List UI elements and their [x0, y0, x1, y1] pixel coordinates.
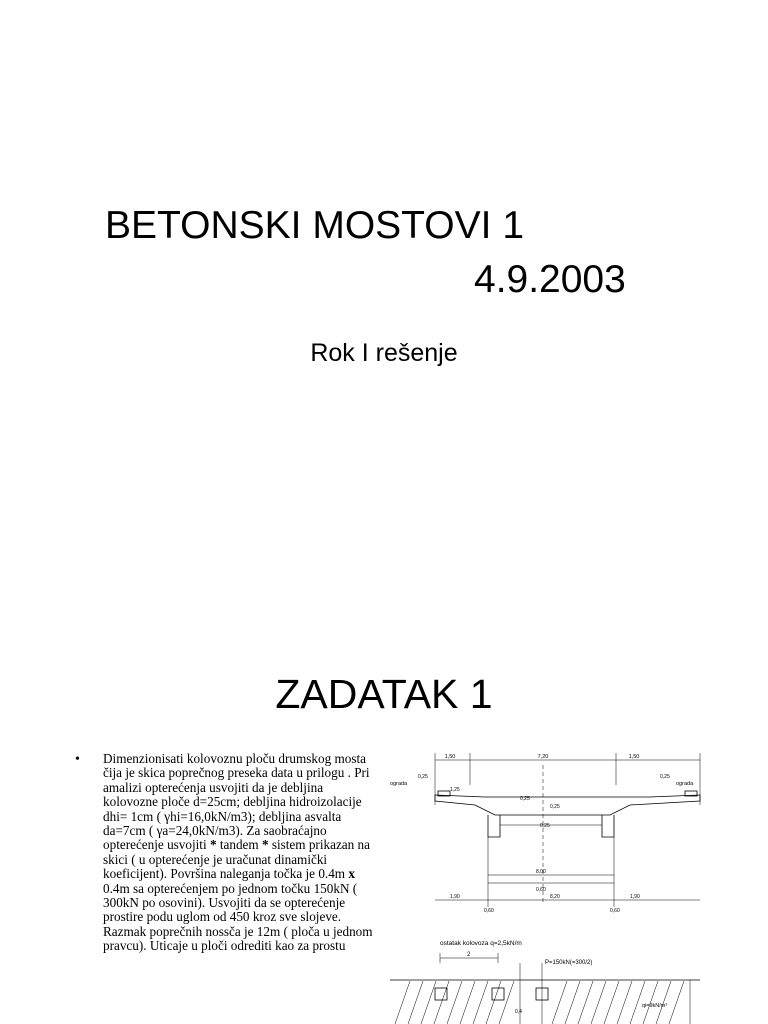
load-title: ostatak kolovoza q=2,5kN/m — [440, 940, 522, 947]
slab-label: 0,25 — [520, 796, 530, 802]
deck-slab-outline — [435, 795, 700, 815]
web-label: 0,60 — [610, 908, 620, 914]
bullet-marker: • — [75, 752, 80, 767]
emphasis-star: * — [261, 837, 269, 853]
dim-label: 0,25 — [660, 774, 670, 780]
task-text-part: Dimenzionisati kolovoznu ploču drumskog mosta čija je skica poprečnog preseka data u prilogu . Pri amalizi opterećenja usvojiti da je debljina kolovozne ploče d=25cm; debljina hidroizolacije dhi= 1cm ( — [103, 751, 370, 824]
dim-label: 0,25 — [418, 774, 428, 780]
task-text-part: tandem — [216, 837, 262, 853]
gamma-symbol: γ — [156, 823, 163, 839]
mid-label: 0,25 — [540, 823, 550, 829]
emphasis-star: * — [209, 837, 217, 853]
load-dim-label: 2 — [467, 952, 471, 958]
dim-label: 8,20 — [550, 894, 560, 900]
fence-label-left: ograda — [390, 781, 408, 787]
dim-label: 1,50 — [444, 754, 456, 760]
dim-label: 1,50 — [628, 754, 640, 760]
fence-label-right: ograda — [676, 781, 694, 787]
wheel-label: P=150kN(=300/2) — [545, 960, 593, 966]
web-left — [488, 815, 500, 837]
dim-label: 0,4 — [515, 1009, 522, 1015]
web-right — [602, 815, 614, 837]
task-text-part: sistem prikazan na skici ( u opterećenje je uračunat dinamički koeficijent). Površina naleganja točka je 0.4m — [103, 837, 370, 882]
times-symbol: x — [348, 866, 355, 882]
task-text-part: a=24,0kN/m3). Za saobraćajno opterećenje usvojiti — [103, 823, 327, 853]
dim-label: 1,90 — [630, 894, 640, 900]
dim-label: 1,90 — [450, 894, 460, 900]
mid-label: 8,00 — [536, 869, 546, 875]
task-text-part: hi=16,0kN/m3); debljina asvalta da=7cm ( — [103, 808, 342, 839]
load-q-label: qi=9kN/m² — [642, 1003, 668, 1009]
wheel-footprint — [435, 988, 447, 1000]
mid-label: 0,25 — [550, 804, 560, 810]
subtitle: Rok I rešenje — [310, 339, 458, 367]
dim-label: 1,25 — [450, 787, 460, 793]
gamma-symbol: γ — [164, 808, 171, 824]
dim-label: 7,20 — [537, 754, 549, 760]
mid-label: 0,60 — [536, 887, 546, 893]
page-title: BETONSKI MOSTOVI 1 — [105, 204, 525, 247]
section-title: ZADATAK 1 — [275, 671, 493, 717]
task-text — [103, 752, 373, 954]
web-label: 0,60 — [484, 908, 494, 914]
hatch-pattern — [395, 981, 684, 1024]
exam-date: 4.9.2003 — [474, 258, 626, 301]
cross-section-drawing — [380, 745, 768, 1024]
task-text-part: 0.4m sa opterećenjem po jednom točku 150kN ( 300kN po osovini). Usvojiti da se opterećenje prostire podu uglom od 450 kroz sve slojeve. Razmak poprečnih nossča je 12m ( ploča u jednom pravcu). Uticaje u ploči odrediti kao za prostu — [103, 880, 373, 954]
